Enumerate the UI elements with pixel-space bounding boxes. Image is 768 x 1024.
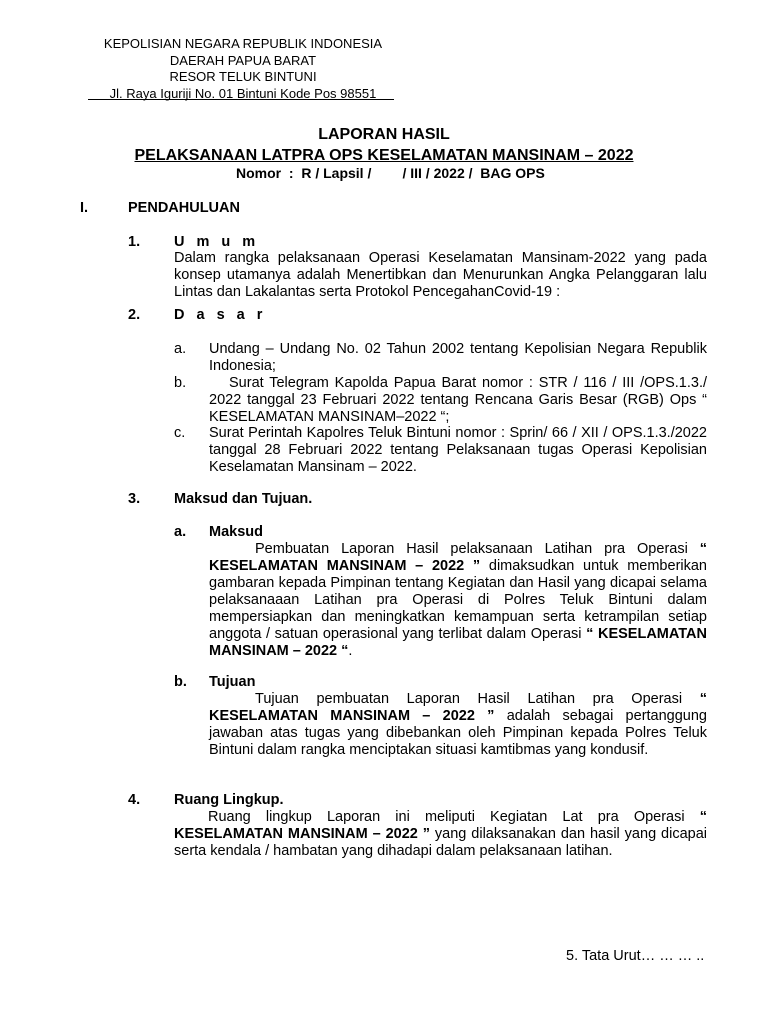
maksud-operation-name-2: “ KESELAMATAN MANSINAM – 2022 “ [209,626,707,659]
ruang-lingkup-paragraph [174,809,707,860]
page-continuation: 5. Tata Urut… … … .. [566,948,705,964]
section-number: I. [80,200,89,216]
maksud-paragraph [209,541,707,660]
tujuan-paragraph [209,691,707,759]
dasar-item-c: Surat Perintah Kapolres Teluk Bintuni nomor : Sprin/ 66 / XII / OPS.1.3./2022 tanggal 28 Februari 2022 tentang Pelaksanaan tugas Operasi Kepolisian Keselamatan Mansinam – 2022. [209,425,707,475]
maksud-mark: a. [174,524,187,540]
letterhead-line-2: DAERAH PAPUA BARAT [169,52,317,68]
dasar-item-a: Undang – Undang No. 02 Tahun 2002 tentang Kepolisian Negara Republik Indonesia; [209,341,707,374]
ruang-lingkup-operation-name: “ KESELAMATAN MANSINAM – 2022 ” [174,809,707,842]
maksud-title: Maksud [209,524,263,540]
item-title-ruang-lingkup: Ruang Lingkup. [174,792,284,808]
section-title: PENDAHULUAN [128,200,240,216]
report-subtitle: PELAKSANAAN LATPRA OPS KESELAMATAN MANSINAM – 2022 [134,147,634,164]
item-title-maksud-tujuan: Maksud dan Tujuan. [174,491,313,507]
maksud-end: . [348,643,353,659]
dasar-mark-a: a. [174,341,187,357]
item-number-dasar: 2. [128,307,141,323]
letterhead-divider [88,99,394,100]
letterhead-line-3: RESOR TELUK BINTUNI [169,69,317,84]
item-number-umum: 1. [128,234,141,250]
dasar-item-b: Surat Telegram Kapolda Papua Barat nomor : STR / 116 / III /OPS.1.3./ 2022 tanggal 23 Februari 2022 tentang Rencana Garis Besar (RGB) Ops “ KESELAMATAN MANSINAM–2022 “; [209,375,707,425]
item-title-dasar: D a s a r [174,307,267,323]
letterhead-address: Jl. Raya Iguriji No. 01 Bintuni Kode Pos 98551 [109,85,377,101]
item-number-ruang-lingkup: 4. [128,792,141,808]
ruang-lingkup-text-1: Ruang lingkup Laporan ini meliputi Kegiatan Lat pra Operasi [208,809,685,825]
letterhead [80,36,406,102]
report-title: LAPORAN HASIL [318,126,450,143]
ruang-lingkup-text-2: yang dilaksanakan dan hasil yang dicapai serta kendala / hambatan yang dihadapi dalam pelaksanaan latihan. [174,826,707,859]
tujuan-mark: b. [174,674,187,690]
tujuan-operation-name: “ KESELAMATAN MANSINAM – 2022 ” [209,691,707,724]
letterhead-line-1: KEPOLISIAN NEGARA REPUBLIK INDONESIA [103,36,383,51]
maksud-operation-name: “ KESELAMATAN MANSINAM – 2022 ” [209,541,708,574]
item-title-umum: U m u m [174,234,260,250]
report-number: Nomor : R / Lapsil / / III / 2022 / BAG OPS [236,165,545,181]
dasar-mark-b: b. [174,375,187,391]
maksud-text-1: Pembuatan Laporan Hasil pelaksanaan Latihan pra Operasi [255,541,688,557]
tujuan-text-2: adalah sebagai pertanggung jawaban atas tugas yang dibebankan oleh Pimpinan kepada Polres Teluk Bintuni dalam rangka menciptakan situasi kamtibmas yang kondusif. [209,708,707,758]
tujuan-text-1: Tujuan pembuatan Laporan Hasil Latihan pra Operasi [255,691,683,707]
tujuan-title: Tujuan [209,674,256,690]
item-number-maksud-tujuan: 3. [128,491,141,507]
dasar-mark-c: c. [174,425,186,441]
umum-paragraph: Dalam rangka pelaksanaan Operasi Keselamatan Mansinam-2022 yang pada konsep utamanya adalah Menertibkan dan Menurunkan Angka Pelanggaran lalu Lintas dan Lakalantas serta Protokol PencegahanCovid-19 : [174,250,707,300]
maksud-text-2: dimaksudkan untuk memberikan gambaran kepada Pimpinan tentang Kegiatan dan Hasil yang dicapai selama pelaksanaaan Latihan pra Operasi di Polres Teluk Bintuni dalam mempersiapkan dan meningkatkan kemampuan serta ketrampilan setiap anggota / satuan operasional yang terlibat dalam Operasi [209,558,707,642]
